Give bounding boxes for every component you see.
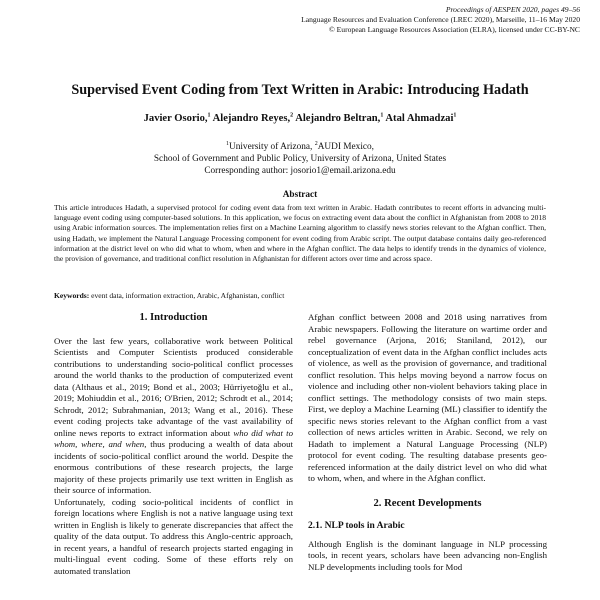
intro-paragraph-3: Afghan conflict between 2008 and 2018 using narratives from Arabic newspapers. Following the literature on wartime order and rebel governance (Arjona, 2016; Staniland, 2012), our conceptualization of event data in the Afghan conflict includes acts of violence, as well as the provision of governance, and traditional conflict resolution. This helps moving beyond a narrow focus on violence and including other non-violent behaviors taking place in conflict settings. The methodology consists of two main steps. First, we deploy a Machine Learning (ML) classifier to identify the specific news stories relevant to the Afghan conflict from a vast collection of news articles written in Arabic. Second, we rely on Hadath to implement a Natural Language Processing (NLP) protocol for event coding. The resulting database presents geo-referenced information at the daily district level on who did what to whom, when, and where in the Afghan conflict. xyxy=(308,312,547,483)
keywords-text: event data, information extraction, Arabic, Afghanistan, conflict xyxy=(89,291,285,300)
proceedings-line: Proceedings of AESPEN 2020, pages 49–56 xyxy=(445,5,580,14)
section-introduction-title: 1. Introduction xyxy=(139,312,208,323)
license-line: © European Language Resources Association (ELRA), licensed under CC-BY-NC xyxy=(328,25,580,34)
subsection-nlp-tools-title: 2.1. NLP tools in Arabic xyxy=(308,521,405,531)
intro-paragraph-2: Unfortunately, coding socio-political incidents of conflict in foreign locations where English is not a native language using text written in English is likely to generate discrepancies that affect the quality of the data output. To address this Anglo-centric approach, in recent years, a handful of research projects started engaging in multi-lingual event coding. Some of these efforts rely on automated translation xyxy=(54,496,293,576)
paper-title: Supervised Event Coding from Text Written in Arabic: Introducing Hadath xyxy=(71,82,529,98)
nlp-tools-paragraph: Although English is the dominant language in NLP processing tools, in recent years, scholars have been advancing non-English NLP developments including tools for Mod xyxy=(308,538,547,572)
intro-paragraph-1: Over the last few years, collaborative work between Political Scientists and Computer Scientists produced considerable contributions to understanding socio-political conflict processes around the world thanks to the production of computerized event data (Althaus et al., 2019; Bond et al., 2003; Hürriyetoğlu et al., 2019; Mohiuddin et al., 2016; O'Brien, 2012; Schrodt et al., 2014; Schrodt, 2012; Subrahmanian, 2013; Wang et al., 2016). These event coding projects take advantage of the vast availability of online news reports to extract information about who did what to whom, where, and when, thus producing a wealth of data about incidents of socio-political conflict around the world. Despite the enormous contributions of these research projects, the large majority of these projects primarily use text written in English as their source of information. xyxy=(54,335,293,495)
author-list xyxy=(0,112,600,124)
affiliations xyxy=(0,138,600,177)
left-column xyxy=(54,312,293,577)
proceedings-header xyxy=(200,5,580,35)
keywords xyxy=(54,291,546,300)
section-recent-developments-title: 2. Recent Developments xyxy=(373,497,482,509)
affiliation-line-1: $^1$University of Arizona, $^2$AUDI Mexico, xyxy=(225,141,375,153)
author-4: Atal Ahmadzai$^1$ xyxy=(385,112,457,124)
conference-line: Language Resources and Evaluation Conference (LREC 2020), Marseille, 11–16 May 2020 xyxy=(301,15,580,24)
author-2: Alejandro Reyes,$^2$ xyxy=(212,112,294,124)
author-3: Alejandro Beltran,$^1$ xyxy=(295,112,384,124)
corresponding-author: Corresponding author: josorio1@email.arizona.edu xyxy=(204,166,396,177)
abstract-heading: Abstract xyxy=(282,190,318,200)
keywords-label: Keywords: xyxy=(54,291,90,300)
right-column xyxy=(308,312,547,573)
abstract-text: This article introduces Hadath, a supervised protocol for coding event data from text written in Arabic. Hadath contributes to recent efforts in advancing multi-language event coding using computer-based solutions. In this application, we focus on extracting event data about the conflict in Afghanistan from 2008 to 2018 using Arabic information sources. The implementation relies first on a Machine Learning algorithm to classify news stories relevant to the Afghan conflict. Then, using Hadath, we implement the Natural Language Processing component for event coding from Arabic script. The output database contains daily geo-referenced information at the district level on who did what to whom, when and where in the Afghan conflict. The data helps to identify trends in the dynamics of violence, the provision of governance, and traditional conflict resolution in Afghanistan for different actors over time and across space. xyxy=(54,203,546,264)
affiliation-line-2: School of Government and Public Policy, University of Arizona, United States xyxy=(153,154,447,165)
author-1: Javier Osorio,$^1$ xyxy=(143,112,211,124)
